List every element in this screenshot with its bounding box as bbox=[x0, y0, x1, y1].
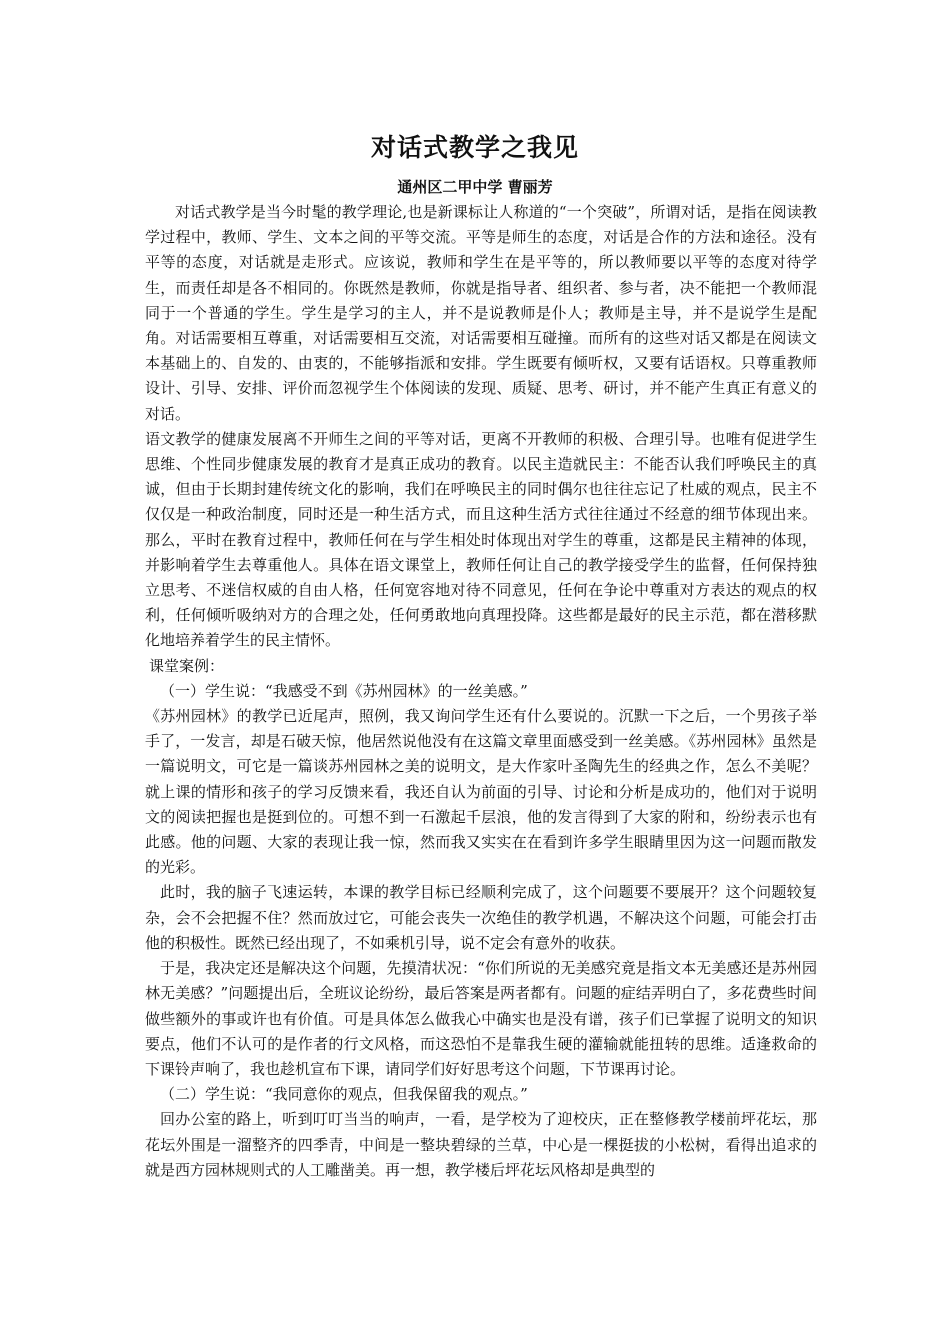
case-one-heading: （一）学生说：“我感受不到《苏州园林》的一丝美感。” bbox=[160, 681, 528, 700]
case-two-heading: （二）学生说：“我同意你的观点，但我保留我的观点。” bbox=[160, 1085, 528, 1104]
paragraph-decision: 于是，我决定还是解决这个问题，先摸清状况：“你们所说的无美感究竟是指文本无美感还是苏州园林无美感？”问题提出后，全班议论纷纷，最后答案是两者都有。问题的症结弄明白了，多花费些时间做些额外的事或许也有价值。可是具体怎么做我心中确实也是没有谱，孩子们已掌握了说明文的知识要点，他们不认可的是作者的行文风格，而这恐怕不是靠我生硬的灌输就能扭转的思维。适逢救命的下课铃声响了，我也趁机宣布下课，请同学们好好思考这个问题，下节课再讨论。 bbox=[145, 959, 817, 1078]
document-body bbox=[145, 200, 817, 1183]
paragraph-reflection: 此时，我的脑子飞速运转，本课的教学目标已经顺利完成了，这个问题要不要展开？这个问题较复杂，会不会把握不住？然而放过它，可能会丧失一次绝佳的教学机遇，不解决这个问题，可能会打击他的积极性。既然已经出现了，不如乘机引导，说不定会有意外的收获。 bbox=[145, 883, 817, 952]
paragraph-democracy: 语文教学的健康发展离不开师生之间的平等对话，更离不开教师的积极、合理引导。也唯有促进学生思维、个性同步健康发展的教育才是真正成功的教育。以民主造就民主：不能否认我们呼唤民主的真诚，但由于长期封建传统文化的影响，我们在呼唤民主的同时偶尔也往往忘记了杜威的观点，民主不仅仅是一种政治制度，同时还是一种生活方式，而且这种生活方式往往通过不经意的细节体现出来。那么，平时在教育过程中，教师任何在与学生相处时体现出对学生的尊重，这都是民主精神的体现，并影响着学生去尊重他人。具体在语文课堂上，教师任何让自己的教学接受学生的监督，任何保持独立思考、不迷信权威的自由人格，任何宽容地对待不同意见，任何在争论中尊重对方表达的观点的权利，任何倾听吸纳对方的合理之处，任何勇敢地向真理投降。这些都是最好的民主示范，都在潜移默化地培养着学生的民主情怀。 bbox=[145, 429, 817, 650]
paragraph-case-two: 回办公室的路上，听到叮叮当当的响声，一看，是学校为了迎校庆，正在整修教学楼前坪花坛，那花坛外围是一溜整齐的四季青，中间是一整块碧绿的兰草，中心是一棵挺拔的小松树，看得出追求的就是西方园林规则式的人工雕凿美。再一想，教学楼后坪花坛风格却是典型的 bbox=[145, 1110, 817, 1179]
paragraph-case-one: 《苏州园林》的教学已近尾声，照例，我又询问学生还有什么要说的。沉默一下之后，一个男孩子举手了，一发言，却是石破天惊，他居然说他没有在这篇文章里面感受到一丝美感。《苏州园林》虽然是一篇说明文，可它是一篇谈苏州园林之美的说明文，是大作家叶圣陶先生的经典之作，怎么不美呢？就上课的情形和孩子的学习反馈来看，我还自认为前面的引导、讨论和分析是成功的，他们对于说明文的阅读把握也是挺到位的。可想不到一石激起千层浪，他的发言得到了大家的附和，纷纷表示也有此感。他的问题、大家的表现让我一惊，然而我又实实在在看到许多学生眼睛里因为这一问题而散发的光彩。 bbox=[145, 707, 817, 877]
section-heading-case: 课堂案例： bbox=[149, 656, 225, 675]
document-title: 对话式教学之我见 bbox=[370, 133, 579, 162]
document-author: 通州区二甲中学 曹丽芳 bbox=[397, 178, 553, 196]
paragraph-intro: 对话式教学是当今时髦的教学理论,也是新课标让人称道的“一个突破”，所谓对话，是指在阅读教学过程中，教师、学生、文本之间的平等交流。平等是师生的态度，对话是合作的方法和途径。没有平等的态度，对话就是走形式。应该说，教师和学生在是平等的，所以教师要以平等的态度对待学生，而责任却是各不相同的。你既然是教师，你就是指导者、组织者、参与者，决不能把一个教师混同于一个普通的学生。学生是学习的主人，并不是说教师是仆人；教师是主导，并不是说学生是配角。对话需要相互尊重，对话需要相互交流，对话需要相互碰撞。而所有的这些对话又都是在阅读文本基础上的、自发的、由衷的，不能够指派和安排。学生既要有倾听权，又要有话语权。只尊重教师设计、引导、安排、评价而忽视学生个体阅读的发现、质疑、思考、研讨，并不能产生真正有意义的对话。 bbox=[145, 203, 817, 423]
